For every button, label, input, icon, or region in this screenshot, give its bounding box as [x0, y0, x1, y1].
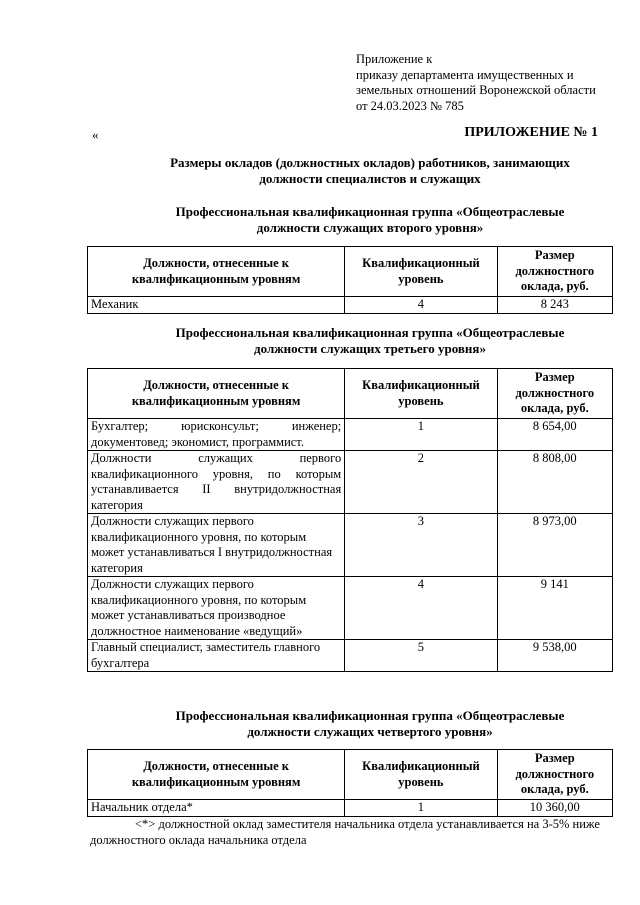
header-line: от 24.03.2023 № 785 — [356, 98, 464, 113]
footnote: <*> должностной оклад заместителя начальника отдела устанавливается на 3-5% ниже должностного оклада начальника отдела — [90, 817, 600, 847]
position-cell: Должности служащих первого квалификационного уровня, по которым устанавливается II внутридолжностная категория — [88, 451, 345, 514]
salary-cell: 9 141 — [497, 577, 612, 640]
salary-table — [87, 749, 613, 817]
position-cell: Начальник отдела* — [88, 800, 345, 817]
document-header — [356, 52, 596, 114]
document-title-line: должности специалистов и служащих — [259, 170, 481, 186]
salary-table — [87, 368, 613, 672]
opening-quote-mark: « — [92, 127, 99, 142]
column-header-level: Квалификационный уровень — [345, 369, 497, 419]
level-cell: 1 — [345, 800, 497, 817]
group-title-line: Профессиональная квалификационная группа «Общеотраслевые — [175, 708, 565, 723]
salary-cell: 9 538,00 — [497, 640, 612, 672]
table-row — [88, 800, 613, 817]
table-row — [88, 640, 613, 672]
table-row — [88, 514, 613, 577]
level-cell: 1 — [345, 419, 497, 451]
position-cell: Должности служащих первого квалификационного уровня, по которым может устанавливаться I внутридолжностная категория — [88, 514, 345, 577]
salary-cell: 8 654,00 — [497, 419, 612, 451]
level-cell: 4 — [345, 297, 497, 314]
group-title-line: должности служащих второго уровня» — [256, 219, 484, 235]
position-cell: Механик — [88, 297, 345, 314]
table-row — [88, 577, 613, 640]
level-cell: 5 — [345, 640, 497, 672]
header-line: приказу департамента имущественных и — [356, 67, 574, 82]
table-header-row — [88, 369, 613, 419]
group-title-line: Профессиональная квалификационная группа «Общеотраслевые — [175, 204, 565, 219]
position-cell: Должности служащих первого квалификационного уровня, по которым может устанавливаться производное должностное наименование «ведущий» — [88, 577, 345, 640]
header-line: Приложение к — [356, 52, 433, 66]
column-header-salary: Размер должностного оклада, руб. — [497, 247, 612, 297]
table-row — [88, 451, 613, 514]
document-title-line: Размеры окладов (должностных окладов) работников, занимающих — [170, 155, 570, 170]
salary-cell: 8 973,00 — [497, 514, 612, 577]
column-header-position: Должности, отнесенные к квалификационным уровням — [88, 247, 345, 297]
column-header-position: Должности, отнесенные к квалификационным уровням — [88, 750, 345, 800]
appendix-title: ПРИЛОЖЕНИЕ № 1 — [464, 125, 598, 140]
column-header-salary: Размер должностного оклада, руб. — [497, 750, 612, 800]
column-header-level: Квалификационный уровень — [345, 247, 497, 297]
table-header-row — [88, 750, 613, 800]
group-title — [150, 204, 590, 235]
column-header-level: Квалификационный уровень — [345, 750, 497, 800]
column-header-salary: Размер должностного оклада, руб. — [497, 369, 612, 419]
position-cell: Бухгалтер; юрисконсульт; инженер; документовед; экономист, программист. — [88, 419, 345, 451]
level-cell: 4 — [345, 577, 497, 640]
salary-table — [87, 246, 613, 314]
group-title-line: должности служащих четвертого уровня» — [247, 723, 493, 739]
document-title — [150, 155, 590, 186]
salary-cell: 10 360,00 — [497, 800, 612, 817]
group-title — [150, 708, 590, 739]
column-header-position: Должности, отнесенные к квалификационным уровням — [88, 369, 345, 419]
table-header-row — [88, 247, 613, 297]
salary-cell: 8 243 — [497, 297, 612, 314]
group-title — [150, 325, 590, 356]
header-line: земельных отношений Воронежской области — [356, 83, 596, 97]
salary-cell: 8 808,00 — [497, 451, 612, 514]
table-row — [88, 419, 613, 451]
level-cell: 3 — [345, 514, 497, 577]
level-cell: 2 — [345, 451, 497, 514]
position-cell: Главный специалист, заместитель главного бухгалтера — [88, 640, 345, 672]
group-title-line: должности служащих третьего уровня» — [254, 340, 486, 356]
group-title-line: Профессиональная квалификационная группа «Общеотраслевые — [175, 325, 565, 340]
table-row — [88, 297, 613, 314]
